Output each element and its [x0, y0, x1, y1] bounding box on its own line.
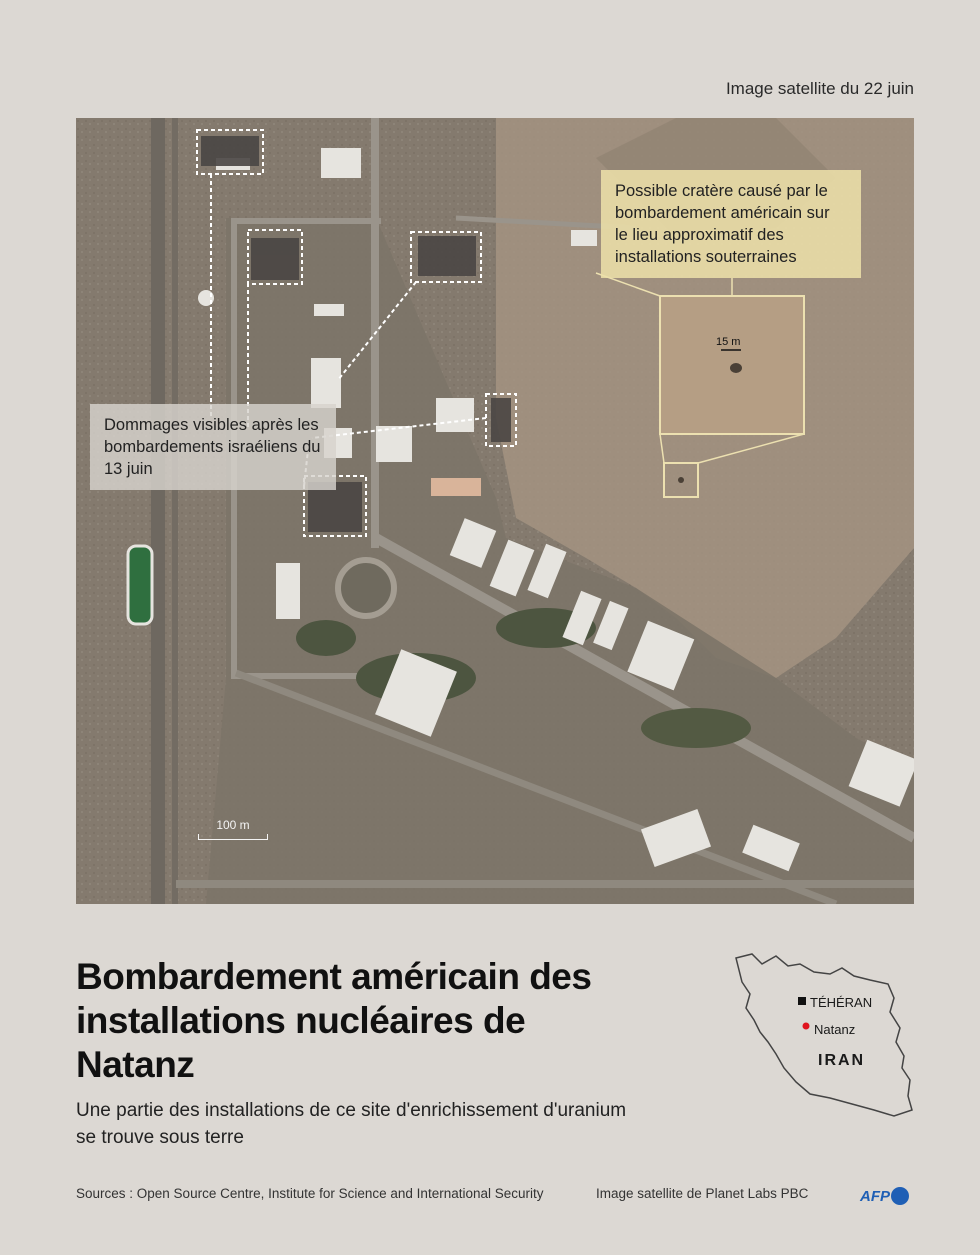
page-title: Bombardement américain des installations nucléaires de Natanz	[76, 956, 592, 1085]
callout-israeli-damage: Dommages visibles après les bombardements israéliens du 13 juin	[90, 404, 336, 490]
country-label: IRAN	[818, 1052, 866, 1069]
scale-label: 100 m	[216, 818, 250, 832]
map-scale	[198, 818, 268, 840]
inset-scale-label: 15 m	[716, 336, 741, 348]
image-credit: Image satellite de Planet Labs PBC	[596, 1186, 809, 1201]
sources-text: Sources : Open Source Centre, Institute for Science and International Security	[76, 1186, 544, 1201]
afp-logo-text: AFP	[860, 1187, 890, 1205]
image-date-label: Image satellite du 22 juin	[725, 79, 914, 98]
highway	[151, 118, 165, 904]
satellite-map	[76, 118, 914, 904]
afp-logo-dot-icon	[891, 1187, 909, 1205]
iran-locator-map	[730, 950, 920, 1122]
water-basin	[128, 546, 152, 624]
page-subtitle: Une partie des installations de ce site d'enrichissement d'uranium se trouve sous terre	[76, 1100, 627, 1148]
capital-label: TÉHÉRAN	[810, 995, 873, 1010]
crater-mark	[730, 363, 742, 373]
capital-marker	[798, 997, 806, 1005]
scale-bar	[198, 834, 268, 840]
afp-logo	[860, 1186, 909, 1206]
site-marker	[803, 1023, 810, 1030]
site-label: Natanz	[814, 1022, 856, 1037]
callout-us-crater: Possible cratère causé par le bombardement américain sur le lieu approximatif des installations souterraines	[601, 170, 861, 278]
